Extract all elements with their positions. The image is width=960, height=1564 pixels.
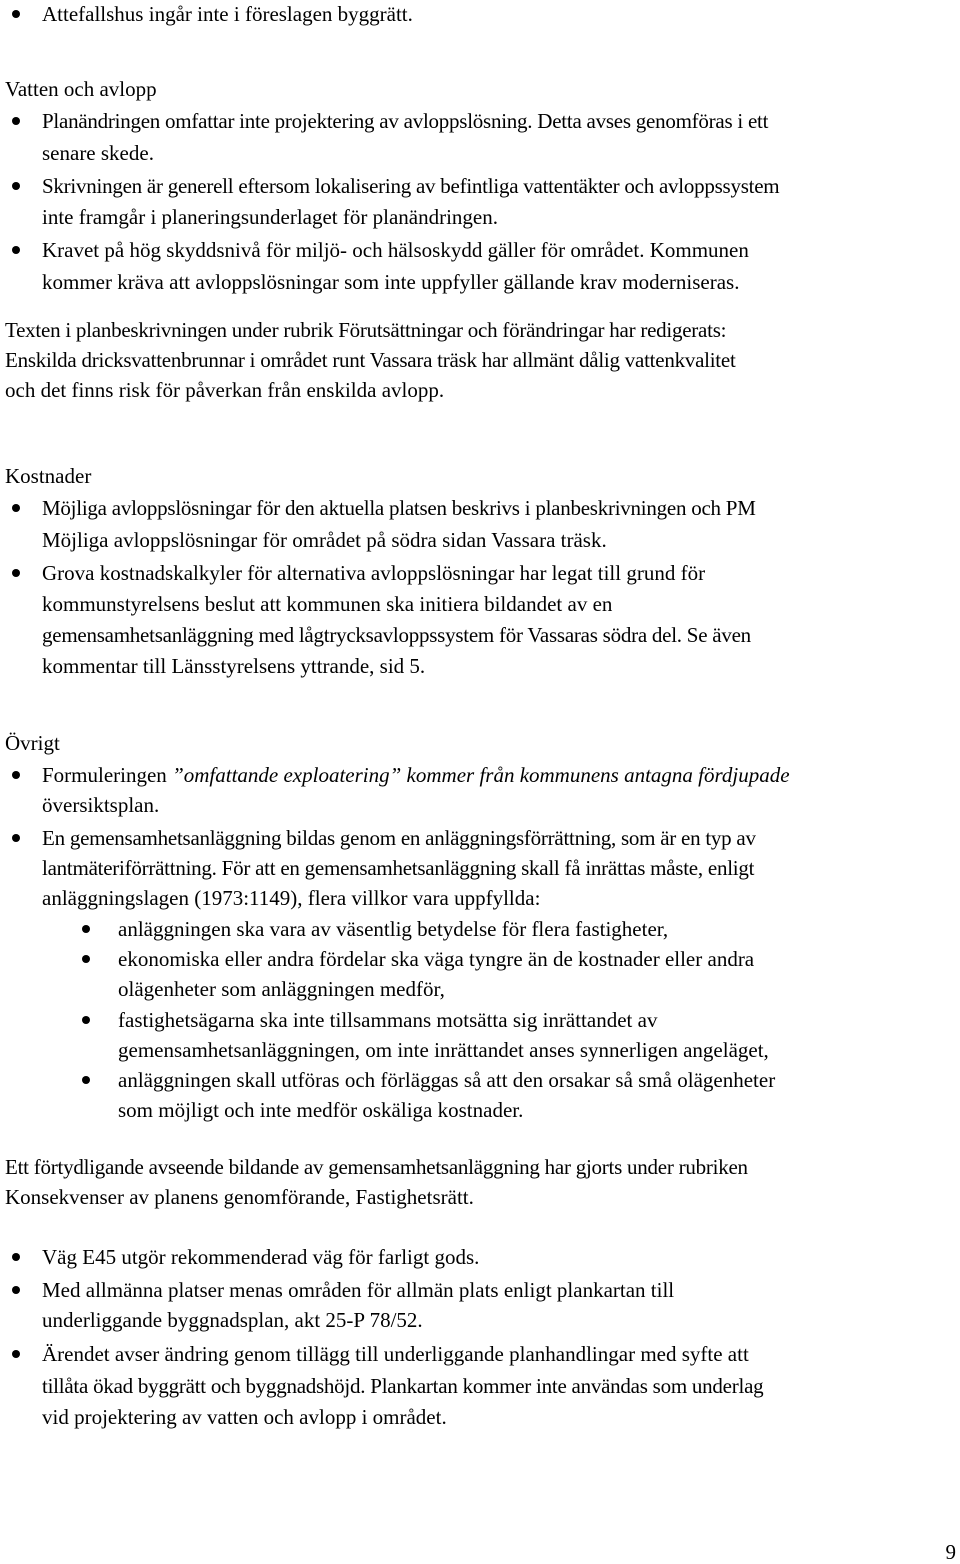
bullet-text: En gemensamhetsanläggning bildas genom en anläggningsförrättning, som är en typ av — [42, 826, 756, 850]
bullet-text: underliggande byggnadsplan, akt 25-P 78/52. — [42, 1308, 423, 1332]
bullet-text: Ärendet avser ändring genom tillägg till underliggande planhandlingar med syfte att — [42, 1342, 749, 1366]
bullet-icon — [12, 1350, 20, 1358]
bullet-text — [42, 763, 790, 787]
section-heading-ovrigt: Övrigt — [5, 731, 60, 755]
bullet-text: Grova kostnadskalkyler för alternativa avloppslösningar har legat till grund för — [42, 561, 706, 585]
paragraph-line: Konsekvenser av planens genomförande, Fastighetsrätt. — [5, 1185, 474, 1209]
sub-bullet-text: gemensamhetsanläggningen, om inte inrättandet anses synnerligen angeläget, — [118, 1038, 769, 1062]
bullet-text: senare skede. — [42, 141, 154, 165]
sub-bullet-icon — [82, 1076, 90, 1084]
sub-bullet-text: anläggningen skall utföras och förläggas så att den orsakar så små olägenheter — [118, 1068, 776, 1092]
bullet-text: tillåta ökad byggrätt och byggnadshöjd. Plankartan kommer inte användas som underlag — [42, 1374, 764, 1398]
paragraph-line: Texten i planbeskrivningen under rubrik Förutsättningar och förändringar har redigerats: — [5, 318, 727, 342]
sub-bullet-text: som möjligt och inte medför oskäliga kostnader. — [118, 1098, 524, 1122]
bullet-icon — [12, 834, 20, 842]
bullet-text: kommentar till Länsstyrelsens yttrande, sid 5. — [42, 654, 426, 678]
paragraph-line: och det finns risk för påverkan från enskilda avlopp. — [5, 378, 445, 402]
bullet-icon — [12, 504, 20, 512]
sub-bullet-icon — [82, 955, 90, 963]
sub-bullet-icon — [82, 925, 90, 933]
sub-bullet-icon — [82, 1016, 90, 1024]
paragraph-line: Enskilda dricksvattenbrunnar i området runt Vassara träsk har allmänt dålig vattenkvalitet — [5, 348, 736, 372]
sub-bullet-text: anläggningen ska vara av väsentlig betydelse för flera fastigheter, — [118, 917, 669, 941]
bullet-text: Väg E45 utgör rekommenderad väg för farligt gods. — [42, 1245, 480, 1269]
sub-bullet-text: fastighetsägarna ska inte tillsammans motsätta sig inrättandet av — [118, 1008, 658, 1032]
bullet-text: översiktsplan. — [42, 793, 160, 817]
bullet-icon — [12, 771, 20, 779]
bullet-icon — [12, 246, 20, 254]
bullet-icon — [12, 10, 20, 18]
bullet-icon — [12, 182, 20, 190]
bullet-text: lantmäteriförrättning. För att en gemensamhetsanläggning skall få inrättas måste, enligt — [42, 856, 755, 880]
bullet-text: Möjliga avloppslösningar för den aktuella platsen beskrivs i planbeskrivningen och PM — [42, 496, 756, 520]
bullet-icon — [12, 117, 20, 125]
bullet-icon — [12, 1253, 20, 1261]
bullet-text: kommer kräva att avloppslösningar som inte uppfyller gällande krav moderniseras. — [42, 270, 740, 294]
bullet-text: Kravet på hög skyddsnivå för miljö- och hälsoskydd gäller för området. Kommunen — [42, 238, 749, 262]
bullet-text: Attefallshus ingår inte i föreslagen byggrätt. — [42, 2, 413, 26]
bullet-text: Planändringen omfattar inte projektering av avloppslösning. Detta avses genomföras i ett — [42, 109, 769, 133]
sub-bullet-text: olägenheter som anläggningen medför, — [118, 977, 445, 1001]
sub-bullet-text: ekonomiska eller andra fördelar ska väga tyngre än de kostnader eller andra — [118, 947, 755, 971]
bullet-text: kommunstyrelsens beslut att kommunen ska initiera bildandet av en — [42, 592, 613, 616]
bullet-text: Skrivningen är generell eftersom lokalisering av befintliga vattentäkter och avloppssystem — [42, 174, 780, 198]
bullet-icon — [12, 569, 20, 577]
bullet-text: Möjliga avloppslösningar för området på södra sidan Vassara träsk. — [42, 528, 607, 552]
quoted-phrase: ”omfattande exploatering” kommer från kommunens antagna fördjupade — [172, 763, 790, 787]
bullet-text: gemensamhetsanläggning med lågtrycksavloppssystem för Vassaras södra del. Se även — [42, 623, 751, 647]
section-heading-kostnader: Kostnader — [5, 464, 92, 488]
bullet-text: anläggningslagen (1973:1149), flera villkor vara uppfyllda: — [42, 886, 541, 910]
page-number: 9 — [945, 1540, 956, 1564]
paragraph-line: Ett förtydligande avseende bildande av gemensamhetsanläggning har gjorts under rubriken — [5, 1155, 748, 1179]
bullet-text: inte framgår i planeringsunderlaget för planändringen. — [42, 205, 498, 229]
bullet-text: vid projektering av vatten och avlopp i området. — [42, 1405, 447, 1429]
quote-prefix: Formuleringen — [42, 763, 173, 787]
bullet-icon — [12, 1286, 20, 1294]
section-heading-vatten: Vatten och avlopp — [5, 77, 157, 101]
bullet-text: Med allmänna platser menas områden för allmän plats enligt plankartan till — [42, 1278, 675, 1302]
